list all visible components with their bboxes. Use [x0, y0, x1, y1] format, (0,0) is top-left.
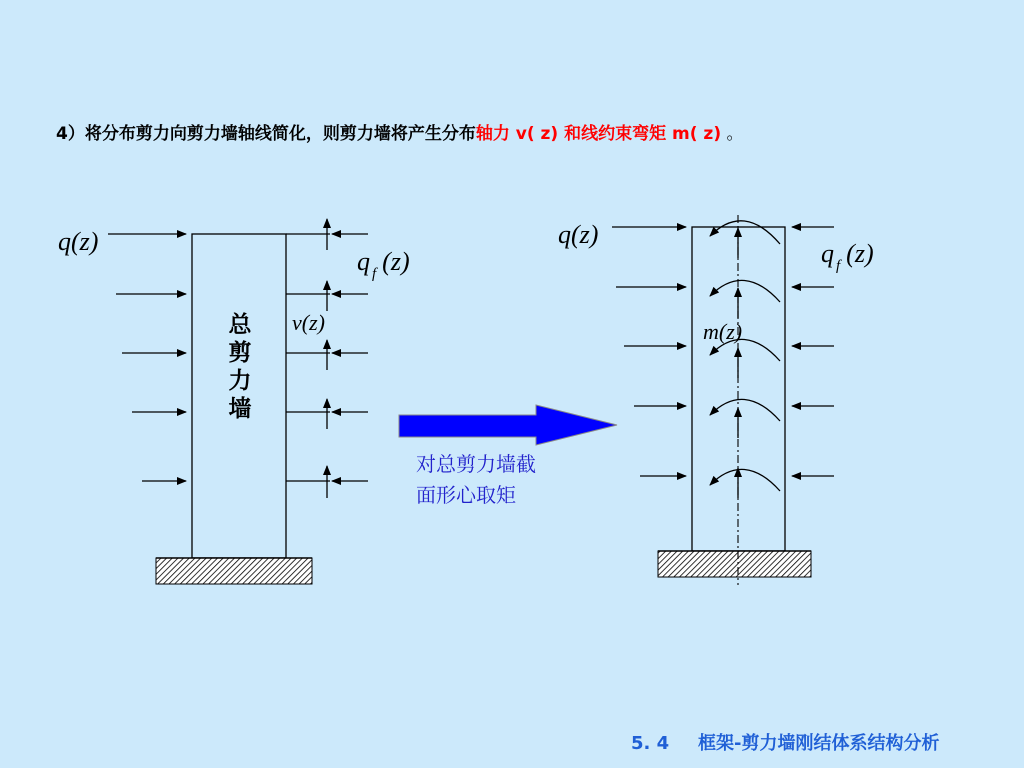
intro-prefix: 4）将分布剪力向剪力墙轴线简化，则剪力墙将产生分布 — [56, 124, 476, 144]
footer — [631, 732, 939, 754]
svg-text:墙: 墙 — [228, 396, 252, 422]
svg-text:面形心取矩: 面形心取矩 — [416, 483, 516, 507]
left-ground-hatch — [156, 558, 312, 584]
left-qf-label: q $_f$ (z) — [357, 247, 410, 282]
svg-text:对总剪力墙截: 对总剪力墙截 — [416, 452, 536, 476]
right-ground-hatch — [658, 551, 811, 577]
wall-label — [229, 311, 253, 422]
right-q-arrows — [612, 227, 686, 476]
right-diagram — [558, 215, 874, 585]
svg-text:力: 力 — [228, 368, 252, 394]
right-q-label: q(z) — [558, 220, 599, 249]
intro-highlight: 轴力 v( z) 和线约束弯矩 m( z) — [475, 124, 722, 144]
intro-text — [56, 123, 744, 144]
left-q-label: q(z) — [58, 227, 99, 256]
svg-text:剪: 剪 — [228, 340, 252, 366]
right-m-label: m(z) — [703, 319, 743, 344]
transfer-arrow — [399, 405, 617, 445]
left-q-arrows — [108, 234, 186, 481]
left-diagram — [58, 219, 410, 584]
right-qf-label: q $_f$ (z) — [821, 239, 874, 274]
right-moment-arcs — [710, 221, 780, 491]
left-v-label: v(z) — [292, 310, 325, 335]
intro-suffix: 。 — [721, 124, 744, 144]
svg-text:总: 总 — [228, 312, 252, 338]
footer-section: 5. 4 — [631, 733, 670, 754]
footer-title: 框架-剪力墙刚结体系结构分析 — [698, 733, 940, 754]
transfer-caption — [416, 452, 536, 507]
